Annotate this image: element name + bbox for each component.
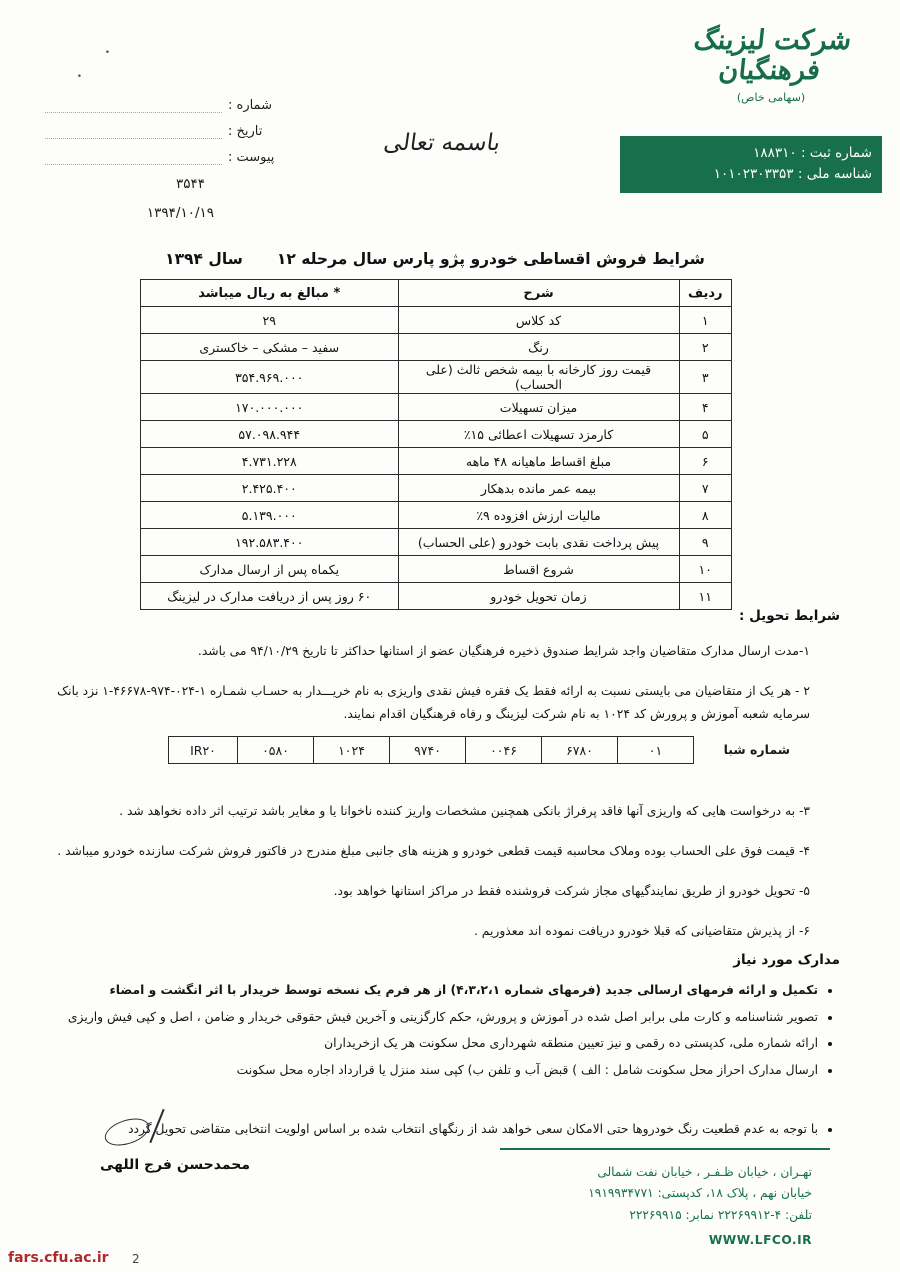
cell-no: ۴ [679, 394, 732, 421]
final-note: با توجه به عدم قطعیت رنگ خودروها حتی الامکان سعی خواهد شد از رنگهای انتخاب شده بر اساس اولویت انتخابی متقاضی تحویل گردد [128, 1122, 818, 1136]
table-header-row [141, 280, 732, 307]
document-item-2: تصویر شناسنامه و کارت ملی برابر اصل شده در آموزش و پرورش، حکم کارگزینی و آخرین فیش حقوقی خریدار و ضامن ، اصل و کپی فیش واریزی [67, 1009, 818, 1024]
signer-name: محمدحسن فرج اللهی [99, 1157, 250, 1173]
cell-no: ۵ [679, 421, 732, 448]
cell-value: ۴.۷۳۱.۲۲۸ [141, 448, 399, 475]
meta-row-number [45, 98, 290, 113]
logo-subtitle: (سهامی خاص) [736, 91, 806, 105]
cell-desc: قیمت روز کارخانه با بیمه شخص ثالث (علی الحساب) [398, 361, 679, 394]
sheba-cell: ۰۵۸۰ [238, 737, 314, 764]
cell-no: ۱۱ [679, 583, 732, 610]
table-row [141, 529, 732, 556]
address-line-1: تهـران ، خیابان ظـفـر ، خیابان نفت شمالی [597, 1165, 812, 1179]
header-row-no: ردیف [679, 280, 732, 307]
cell-desc: پیش پرداخت نقدی بابت خودرو (علی الحساب) [398, 529, 679, 556]
condition-item-6: ۶- از پذیرش متقاضیانی که قبلا خودرو دریافت نموده اند معذوریم . [473, 924, 810, 938]
ink-mark-2: • [76, 72, 82, 82]
ink-mark-1: • [104, 48, 110, 58]
cell-value: سفید – مشکی – خاکستری [141, 334, 399, 361]
phone-line: تلفن: ۴-۲۲۲۶۹۹۱۲ نمابر: ۲۲۲۶۹۹۱۵ [629, 1207, 812, 1222]
cell-desc: رنگ [398, 334, 679, 361]
cell-no: ۶ [679, 448, 732, 475]
website-link[interactable]: WWW.LFCO.IR [708, 1233, 812, 1248]
cell-no: ۹ [679, 529, 732, 556]
cell-no: ۸ [679, 502, 732, 529]
date-dots [45, 126, 222, 139]
table-row [141, 421, 732, 448]
list-item [50, 1031, 818, 1056]
condition-item-5: ۵- تحویل خودرو از طریق نمایندگیهای مجاز شرکت فروشنده فقط در مراکز استانها خواهد بود. [333, 884, 810, 898]
basmala-text: باسمه تعالی [382, 130, 502, 156]
cell-value: ۵۷.۰۹۸.۹۴۴ [141, 421, 399, 448]
document-item-3: ارائه شماره ملی، کدپستی ده رقمی و نیز تعیین منطقه شهرداری محل سکونت هر یک ازخریداران [324, 1036, 818, 1051]
footer-divider [500, 1148, 830, 1150]
cell-no: ۱ [679, 307, 732, 334]
table-row [141, 502, 732, 529]
cell-desc: بیمه عمر مانده بدهکار [398, 475, 679, 502]
date-value: ۱۳۹۴/۱۰/۱۹ [146, 205, 214, 221]
table-row [141, 361, 732, 394]
page-title [135, 250, 735, 268]
attachment-label: پیوست : [228, 150, 275, 165]
page-title-year: سال ۱۳۹۴ [165, 250, 243, 268]
cell-desc: مالیات ارزش افزوده ۹٪ [398, 502, 679, 529]
specs-table [140, 279, 732, 610]
documents-heading: مدارک مورد نیاز [733, 952, 840, 968]
table-row [141, 583, 732, 610]
cell-value: ۵.۱۳۹.۰۰۰ [141, 502, 399, 529]
cell-desc: شروع اقساط [398, 556, 679, 583]
table-row [141, 556, 732, 583]
list-item [50, 978, 818, 1003]
list-item [50, 1122, 818, 1136]
table-row [141, 394, 732, 421]
table-row [141, 448, 732, 475]
number-label: شماره : [228, 98, 272, 113]
cell-desc: کارمزد تسهیلات اعطائی ۱۵٪ [398, 421, 679, 448]
table-row [141, 307, 732, 334]
sheba-cell: ۰۱ [618, 737, 694, 764]
sheba-label: شماره شبا [723, 742, 790, 757]
cell-no: ۲ [679, 334, 732, 361]
cell-desc: کد کلاس [398, 307, 679, 334]
table-row [141, 475, 732, 502]
company-logo [666, 26, 876, 104]
cell-value: ۱۹۲.۵۸۳.۴۰۰ [141, 529, 399, 556]
footer-address [492, 1162, 812, 1251]
cell-value: ۲.۴۲۵.۴۰۰ [141, 475, 399, 502]
sheba-row [169, 737, 694, 764]
meta-row-attachment [45, 150, 290, 165]
cell-no: ۷ [679, 475, 732, 502]
sheba-cell: ۰۰۴۶ [466, 737, 542, 764]
documents-list [50, 978, 840, 1084]
cell-value: ۱۷۰.۰۰۰.۰۰۰ [141, 394, 399, 421]
cell-value: یکماه پس از ارسال مدارک [141, 556, 399, 583]
sheba-cell: ۱۰۲۴ [314, 737, 390, 764]
registration-box [620, 136, 882, 193]
cell-desc: میزان تسهیلات [398, 394, 679, 421]
cell-value: ۳۵۴.۹۶۹.۰۰۰ [141, 361, 399, 394]
national-id: شناسه ملی : ۱۰۱۰۲۳۰۳۳۵۳ [713, 165, 872, 182]
date-label: تاریخ : [228, 124, 263, 139]
page-number: 2 [132, 1252, 140, 1266]
table-row [141, 334, 732, 361]
cell-no: ۳ [679, 361, 732, 394]
address-line-2: خیابان نهم ، پلاک ۱۸، کدپستی: ۱۹۱۹۹۳۴۷۷۱ [588, 1186, 812, 1201]
page-title-main: شرایط فروش اقساطی خودرو پژو پارس سال مرحله ۱۲ [276, 250, 705, 268]
sheba-cell: ۹۷۴۰ [390, 737, 466, 764]
cell-desc: زمان تحویل خودرو [398, 583, 679, 610]
number-dots [45, 100, 222, 113]
source-stamp: fars.cfu.ac.ir [8, 1250, 109, 1266]
sheba-table [168, 736, 694, 764]
cell-value: ۶۰ روز پس از دریافت مدارک در لیزینگ [141, 583, 399, 610]
condition-item-2: ۲ - هر یک از متقاضیان می بایستی نسبت به ارائه فقط یک فقره فیش نقدی واریزی به نام خریـــدار به حسـاب شمـاره ۱-۰۲۴-۹۷۴-۴۶۶۷۸-۱ نزد بانک سرمایه شعبه آموزش و پرورش کد ۱۰۲۴ به نام شرکت لیزینگ و رفاه فرهنگیان اقدام نمایند. [57, 684, 810, 722]
condition-item-4: ۴- قیمت فوق علی الحساب بوده وملاک محاسبه قیمت قطعی خودرو و هزینه های جانبی مبلغ مندرج در فاکتور فروش شرکت سازنده خودرو میباشد . [57, 844, 810, 858]
conditions-heading: شرایط تحویل : [738, 608, 840, 624]
header-amount: * مبالغ به ریال میباشد [141, 280, 399, 307]
sheba-cell: ۶۷۸۰ [542, 737, 618, 764]
cell-value: ۲۹ [141, 307, 399, 334]
header-description: شرح [398, 280, 679, 307]
list-item [50, 1005, 818, 1030]
condition-item-3: ۳- به درخواست هایی که واریزی آنها فاقد پرفراژ بانکی همچنین مشخصات واریز کننده ناخوانا یا و مغایر باشد ترتیب اثر داده نخواهد شد . [119, 804, 810, 818]
sheba-cell: IR۲۰ [169, 737, 238, 764]
cell-no: ۱۰ [679, 556, 732, 583]
attachment-value: ۳۵۴۴ [175, 176, 205, 192]
final-note-block [50, 1122, 840, 1136]
document-item-4: ارسال مدارک احراز محل سکونت شامل : الف ) قبض آب و تلفن ب) کپی سند منزل یا قرارداد اجاره محل سکونت [236, 1062, 818, 1077]
registration-number: شماره ثبت : ۱۸۸۳۱۰ [753, 145, 872, 161]
letter-meta [45, 98, 290, 176]
attachment-dots [45, 152, 222, 165]
meta-row-date [45, 124, 290, 139]
logo-script-text: شرکت لیزینگ فرهنگیان [692, 25, 853, 86]
signature-mark [101, 1113, 152, 1150]
cell-desc: مبلغ اقساط ماهیانه ۴۸ ماهه [398, 448, 679, 475]
document-item-1: تکمیل و ارائه فرمهای ارسالی جدید (فرمهای شماره ۴،۳،۲،۱) از هر فرم یک نسخه توسط خریدار با اثر انگشت و امضاء [109, 983, 818, 997]
list-item [50, 1058, 818, 1083]
condition-item-1: ۱-مدت ارسال مدارک متقاضیان واجد شرایط صندوق ذخیره فرهنگیان عضو از استانها حداکثر تا تاریخ ۹۴/۱۰/۲۹ می باشد. [197, 644, 810, 658]
